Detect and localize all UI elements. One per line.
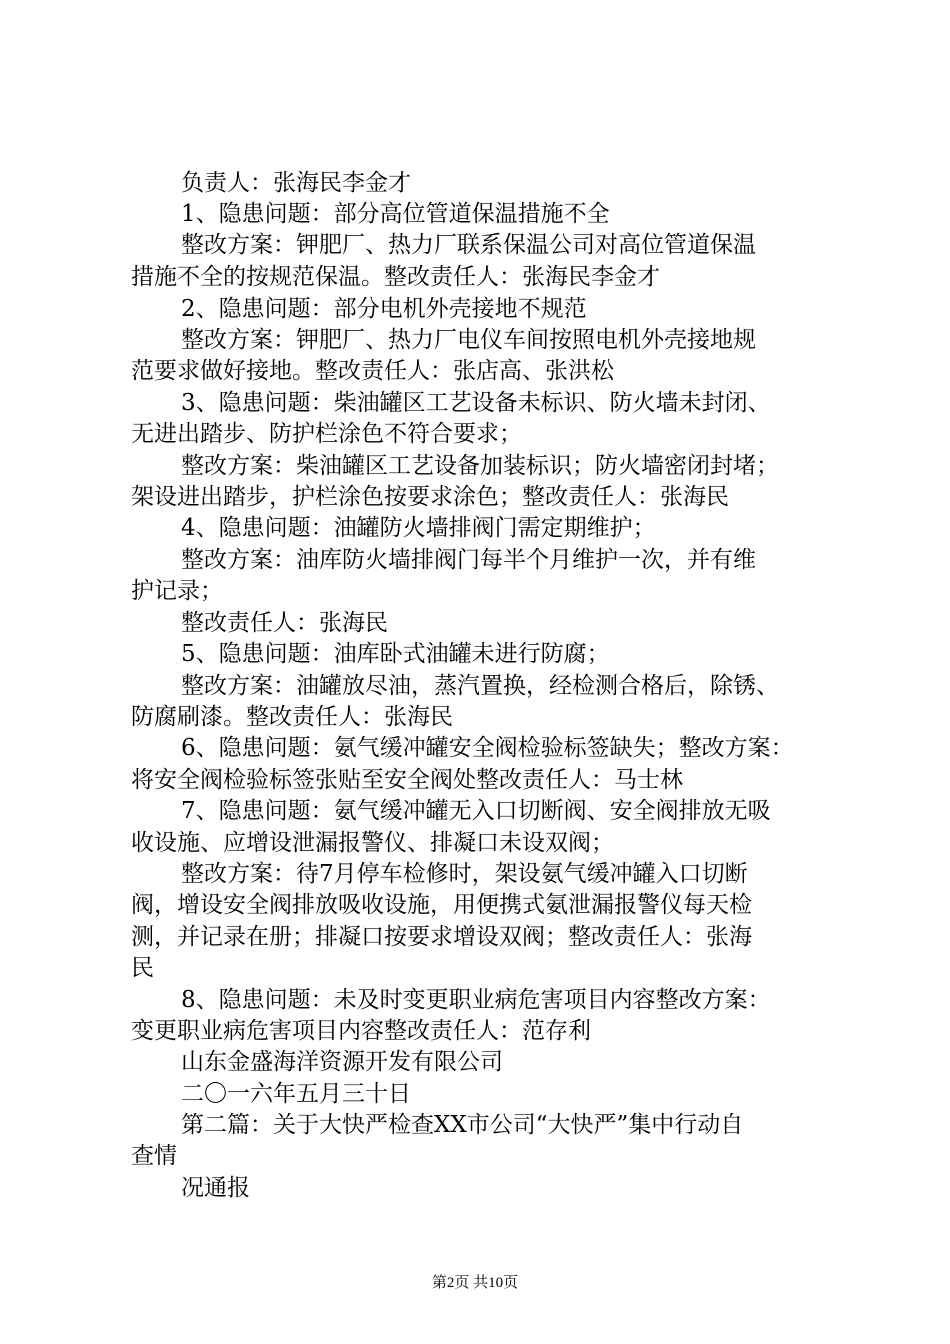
text-line: 测，并记录在册；排凝口按要求增设双阀；整改责任人：张海 [131,924,752,950]
text-line: 整改方案：油罐放尽油，蒸汽置换，经检测合格后，除锈、 [181,673,779,699]
text-line: 负责人：张海民李金才 [181,170,411,196]
section-heading-continued: 查情 [131,1143,177,1169]
text-line: 措施不全的按规范保温。整改责任人：张海民李金才 [131,264,660,290]
text-line: 收设施、应增设泄漏报警仪、排凝口未设双阀； [131,830,614,856]
text-line: 护记录； [131,578,223,604]
text-line: 整改责任人：张海民 [181,610,388,636]
text-line: 整改方案：柴油罐区工艺设备加装标识；防火墙密闭封堵； [181,453,779,479]
text-line: 3、隐患问题：柴油罐区工艺设备未标识、防火墙未封闭、 [181,390,771,416]
text-line: 1、隐患问题：部分高位管道保温措施不全 [181,201,610,227]
text-line: 整改方案：钾肥厂、热力厂联系保温公司对高位管道保温 [181,232,756,258]
text-line: 民 [131,955,154,981]
text-line: 整改方案：待7月停车检修时，架设氨气缓冲罐入口切断 [181,861,748,887]
text-line: 6、隐患问题：氨气缓冲罐安全阀检验标签缺失；整改方案： [181,735,794,761]
page-footer: 第2页 共10页 [431,1275,519,1291]
section-heading: 第二篇：关于大快严检查XX市公司“大快严”集中行动自 [181,1112,744,1138]
text-line: 变更职业病危害项目内容整改责任人：范存利 [131,1018,591,1044]
text-line: 架设进出踏步，护栏涂色按要求涂色；整改责任人：张海民 [131,484,729,510]
section-heading-continued: 况通报 [181,1175,250,1201]
text-line: 7、隐患问题：氨气缓冲罐无入口切断阀、安全阀排放无吸 [181,798,771,824]
text-line: 无进出踏步、防护栏涂色不符合要求； [131,421,522,447]
company-name: 山东金盛海洋资源开发有限公司 [181,1049,503,1075]
text-line: 将安全阀检验标签张贴至安全阀处整改责任人：马士林 [131,767,683,793]
text-line: 防腐刷漆。整改责任人：张海民 [131,704,453,730]
text-line: 8、隐患问题：未及时变更职业病危害项目内容整改方案： [181,987,771,1013]
text-line: 5、隐患问题：油库卧式油罐未进行防腐； [181,641,610,667]
text-line: 4、隐患问题：油罐防火墙排阀门需定期维护； [181,515,656,541]
text-line: 整改方案：钾肥厂、热力厂电仪车间按照电机外壳接地规 [181,327,756,353]
text-line: 阀，增设安全阀排放吸收设施，用便携式氨泄漏报警仪每天检 [131,892,752,918]
document-date: 二〇一六年五月三十日 [181,1081,411,1107]
text-line: 2、隐患问题：部分电机外壳接地不规范 [181,296,587,322]
text-line: 整改方案：油库防火墙排阀门每半个月维护一次，并有维 [181,547,756,573]
text-line: 范要求做好接地。整改责任人：张店高、张洪松 [131,358,614,384]
